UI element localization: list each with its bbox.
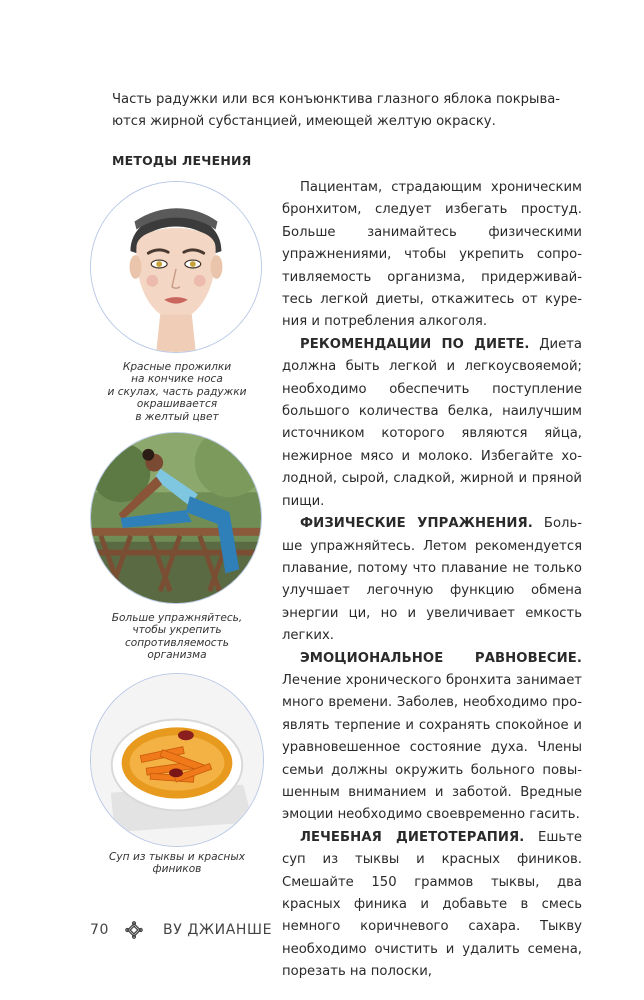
text-therapy: Ешьте суп из тыквы и красных фиников. Смешайте 150 граммов тыквы, два красных финика и добавьте в смесь немного коричневого сахара. Тыкву необходимо очистить и удалить семена, порезать на полоски, xyxy=(282,829,582,980)
caption-exercise xyxy=(92,612,262,662)
text-emotion: Лечение хронического бронхита занимает много времени. Заболев, необходимо проявлять терпение и сохранять спокойное и уравновешенное состояние духа. Члены семьи должны окружить больного повышенным вниманием и заботой. Вредные эмоции необходимо своевременно гасить. xyxy=(282,672,582,823)
endless-knot-icon xyxy=(125,921,143,939)
heading-emotion: ЭМОЦИОНАЛЬНОЕ РАВНОВЕСИЕ. xyxy=(300,650,582,666)
heading-diet: РЕКОМЕНДАЦИИ ПО ДИЕТЕ. xyxy=(300,336,530,352)
exercise-photo xyxy=(90,432,262,604)
caption-line: Суп из тыквы и красных xyxy=(108,851,245,863)
text-diet: Диета должна быть легкой и легкоусвояемой; необходимо обеспечить поступление большого количества белка, наилучшим источником которого являются яйца, нежирное мясо и молоко. Избегайте холодной, сырой, сладкой, жирной и пряной пищи. xyxy=(282,336,582,509)
section-title-methods: МЕТОДЫ ЛЕЧЕНИЯ xyxy=(112,153,252,168)
paragraph-diet xyxy=(282,334,582,513)
face-illustration xyxy=(90,181,262,353)
intro-line-1: Часть радужки или вся конъюнктива глазного яблока покрыва- xyxy=(112,92,561,107)
main-text-column xyxy=(282,177,582,984)
author-name: ВУ ДЖИАНШЕ xyxy=(163,922,273,938)
caption-line: сопротивляемость xyxy=(124,636,230,649)
face-icon xyxy=(91,182,261,352)
caption-line: окрашивается xyxy=(136,398,218,411)
intro-paragraph xyxy=(112,89,582,133)
intro-line-2: ются жирной субстанцией, имеющей желтую окраску. xyxy=(112,114,496,129)
page-footer xyxy=(90,919,272,941)
paragraph-exercise xyxy=(282,513,582,647)
paragraph-intro: Пациентам, страдающим хроническим бронхитом, следует избегать простуд. Больше занимайтесь физическими упражнениями, чтобы укрепить сопротивляемость организма, придерживайтесь легкой диеты, откажитесь от курения и потребления алкоголя. xyxy=(282,180,582,330)
heading-exercise: ФИЗИЧЕСКИЕ УПРАЖНЕНИЯ. xyxy=(300,516,533,532)
caption-line: чтобы укрепить xyxy=(132,624,222,637)
caption-line: фиников xyxy=(152,863,202,876)
stretching-woman-icon xyxy=(91,433,261,603)
caption-line: организма xyxy=(147,649,207,662)
paragraph-emotion xyxy=(282,648,582,827)
paragraph-therapy xyxy=(282,827,582,984)
heading-therapy: ЛЕЧЕБНАЯ ДИЕТОТЕРАПИЯ. xyxy=(300,829,525,845)
caption-line: и скулах, часть радужки xyxy=(107,385,247,398)
soup-photo xyxy=(90,673,264,847)
text-exercise: Больше упражняйтесь. Летом рекомендуется плавание, потому что плавание не только улучшает легочную функцию обмена энергии ци, но и увеличивает емкость легких. xyxy=(282,516,583,644)
caption-face xyxy=(92,361,262,423)
caption-line: Больше упражняйтесь, xyxy=(111,612,243,624)
soup-bowl-icon xyxy=(91,674,263,846)
page-number: 70 xyxy=(90,922,110,938)
caption-line: в желтый цвет xyxy=(135,410,219,423)
caption-line: Красные прожилки xyxy=(122,361,232,373)
caption-soup xyxy=(92,851,262,876)
caption-line: на кончике носа xyxy=(131,373,223,386)
